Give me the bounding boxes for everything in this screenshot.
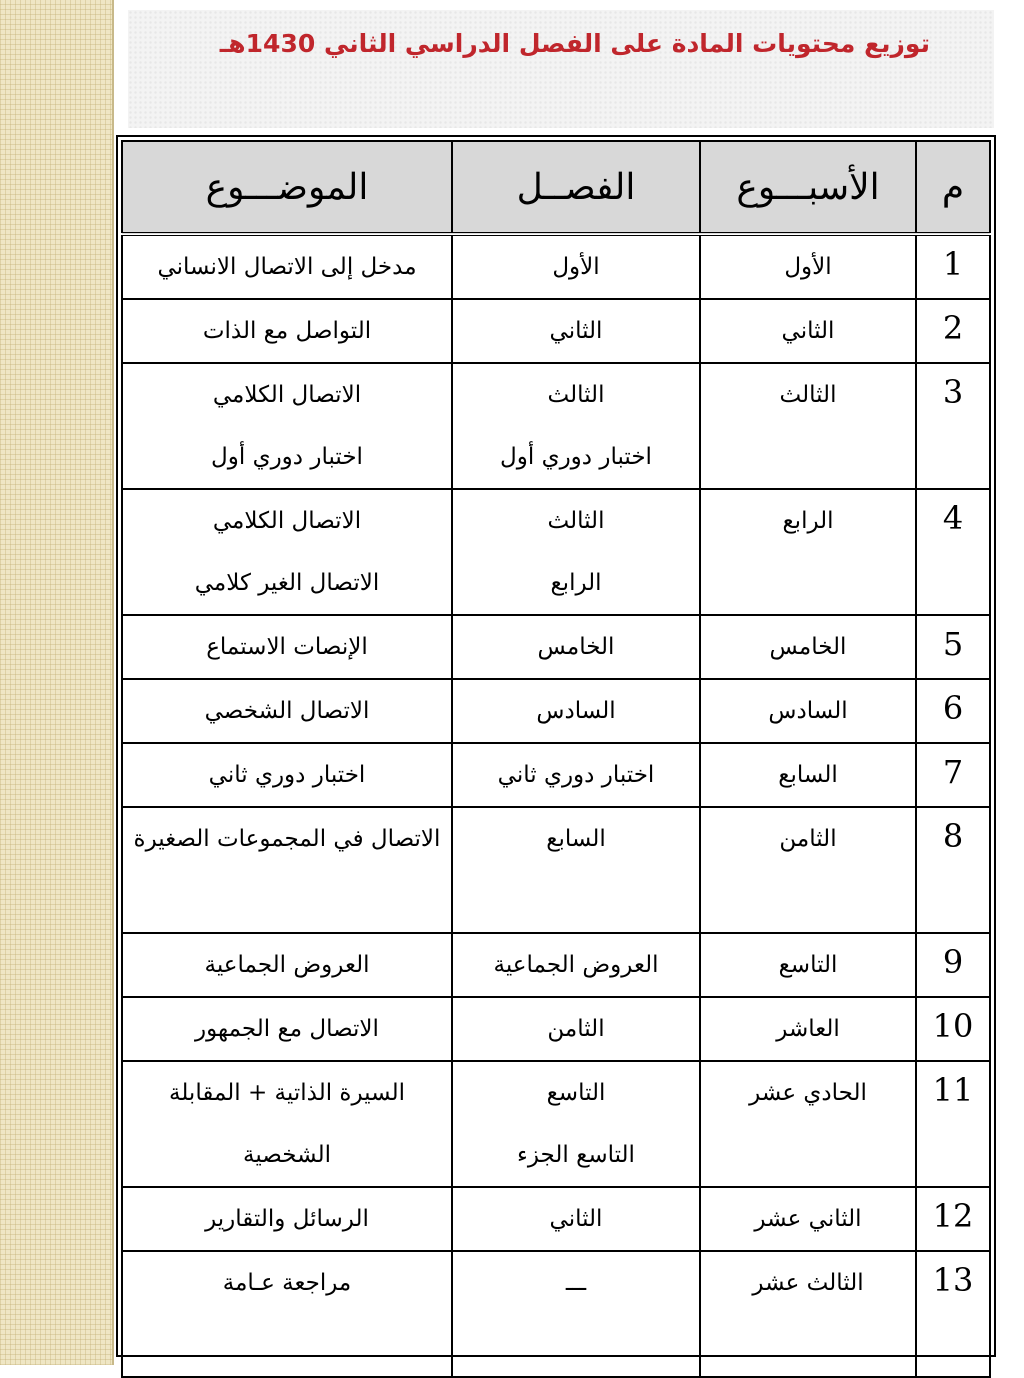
cell-topic: [122, 997, 452, 1061]
header-topic: الموضـــوع: [122, 141, 452, 234]
cell-chapter: [452, 933, 700, 997]
chapter-line: السابع: [546, 826, 606, 852]
cell-chapter: [452, 1187, 700, 1251]
cell-chapter: [452, 997, 700, 1061]
cell-topic: [122, 363, 452, 489]
chapter-line: الثالث: [547, 382, 605, 408]
topic-line: اختبار دوري ثاني: [208, 762, 366, 788]
topic-line: الإنصات الاستماع: [206, 634, 368, 660]
table-header-row: [122, 141, 990, 234]
cell-week: الأول: [700, 234, 916, 299]
topic-line: الرسائل والتقارير: [205, 1206, 369, 1232]
topic-line: الاتصال الشخصي: [204, 698, 370, 724]
table-row: [122, 933, 990, 997]
chapter-line: الثاني: [549, 318, 603, 344]
side-divider: [112, 0, 114, 1365]
topic-line: الاتصال الكلامي: [212, 382, 362, 408]
schedule-table-frame: [116, 135, 996, 1357]
table-row: [122, 743, 990, 807]
chapter-line: [453, 870, 699, 932]
chapter-line: التاسع: [546, 1080, 606, 1106]
cell-chapter: [452, 743, 700, 807]
page-title: توزيع محتويات المادة على الفصل الدراسي الثاني 1430هـ: [219, 29, 930, 58]
chapter-line: التاسع الجزء: [517, 1142, 635, 1168]
cell-topic: [122, 1187, 452, 1251]
table-row: [122, 1187, 990, 1251]
chapter-line: الثالث: [547, 508, 605, 534]
cell-week: الثامن: [700, 807, 916, 933]
topic-line: [123, 870, 451, 932]
cell-chapter: [452, 679, 700, 743]
chapter-line: الثاني: [549, 1206, 603, 1232]
table-row: [122, 299, 990, 363]
topic-line: الاتصال الغير كلامي: [194, 570, 380, 596]
chapter-line: الثامن: [547, 1016, 605, 1042]
cell-num: 3: [916, 363, 990, 489]
cell-topic: [122, 299, 452, 363]
cell-week: الخامس: [700, 615, 916, 679]
cell-topic: [122, 234, 452, 299]
cell-num: 9: [916, 933, 990, 997]
header-num: م: [916, 141, 990, 234]
cell-topic: [122, 1061, 452, 1187]
header-week: الأسبـــوع: [700, 141, 916, 234]
cell-chapter: [452, 299, 700, 363]
cell-week: الثاني: [700, 299, 916, 363]
cell-num: 1: [916, 234, 990, 299]
cell-num: 4: [916, 489, 990, 615]
topic-line: اختبار دوري أول: [211, 444, 363, 470]
table-row: [122, 234, 990, 299]
cell-topic: [122, 743, 452, 807]
cell-chapter: [452, 1251, 700, 1377]
cell-num: 6: [916, 679, 990, 743]
topic-line: الاتصال في المجموعات الصغيرة: [133, 826, 441, 852]
chapter-line: [453, 1314, 699, 1376]
schedule-table: [121, 140, 991, 1378]
topic-line: [123, 1314, 451, 1376]
cell-chapter: [452, 1061, 700, 1187]
chapter-line: الرابع: [550, 570, 602, 596]
cell-topic: [122, 933, 452, 997]
topic-line: التواصل مع الذات: [202, 318, 372, 344]
topic-line: الاتصال الكلامي: [212, 508, 362, 534]
cell-chapter: [452, 363, 700, 489]
table-row: [122, 997, 990, 1061]
chapter-line: ـــ: [565, 1270, 587, 1296]
table-row: [122, 489, 990, 615]
cell-week: السادس: [700, 679, 916, 743]
table-row: [122, 807, 990, 933]
topic-line: العروض الجماعية: [204, 952, 370, 978]
topic-line: مراجعة عـامة: [222, 1270, 352, 1296]
cell-num: 10: [916, 997, 990, 1061]
cell-num: 13: [916, 1251, 990, 1377]
table-body: [122, 234, 990, 1377]
cell-chapter: [452, 234, 700, 299]
cell-topic: [122, 615, 452, 679]
table-row: [122, 1061, 990, 1187]
cell-num: 2: [916, 299, 990, 363]
topic-line: الشخصية: [243, 1142, 331, 1168]
table-row: [122, 363, 990, 489]
cell-chapter: [452, 615, 700, 679]
cell-topic: [122, 679, 452, 743]
cell-week: السابع: [700, 743, 916, 807]
decorative-side-strip: [0, 0, 112, 1365]
cell-num: 12: [916, 1187, 990, 1251]
cell-topic: [122, 489, 452, 615]
cell-num: 5: [916, 615, 990, 679]
cell-week: الثاني عشر: [700, 1187, 916, 1251]
cell-week: الحادي عشر: [700, 1061, 916, 1187]
chapter-line: الخامس: [537, 634, 615, 660]
table-row: [122, 615, 990, 679]
cell-topic: [122, 807, 452, 933]
table-row: [122, 1251, 990, 1377]
cell-chapter: [452, 489, 700, 615]
cell-num: 7: [916, 743, 990, 807]
table-row: [122, 679, 990, 743]
cell-topic: [122, 1251, 452, 1377]
chapter-line: السادس: [536, 698, 616, 724]
topic-line: الاتصال مع الجمهور: [195, 1016, 379, 1042]
chapter-line: العروض الجماعية: [493, 952, 659, 978]
cell-num: 11: [916, 1061, 990, 1187]
cell-num: 8: [916, 807, 990, 933]
cell-chapter: [452, 807, 700, 933]
topic-line: السيرة الذاتية + المقابلة: [168, 1080, 406, 1106]
cell-week: الثالث: [700, 363, 916, 489]
cell-week: التاسع: [700, 933, 916, 997]
header-chapter: الفصــل: [452, 141, 700, 234]
cell-week: العاشر: [700, 997, 916, 1061]
cell-week: الرابع: [700, 489, 916, 615]
chapter-line: اختبار دوري ثاني: [497, 762, 655, 788]
topic-line: مدخل إلى الاتصال الانساني: [157, 254, 417, 280]
chapter-line: الأول: [552, 254, 600, 280]
cell-week: الثالث عشر: [700, 1251, 916, 1377]
chapter-line: اختبار دوري أول: [500, 444, 652, 470]
